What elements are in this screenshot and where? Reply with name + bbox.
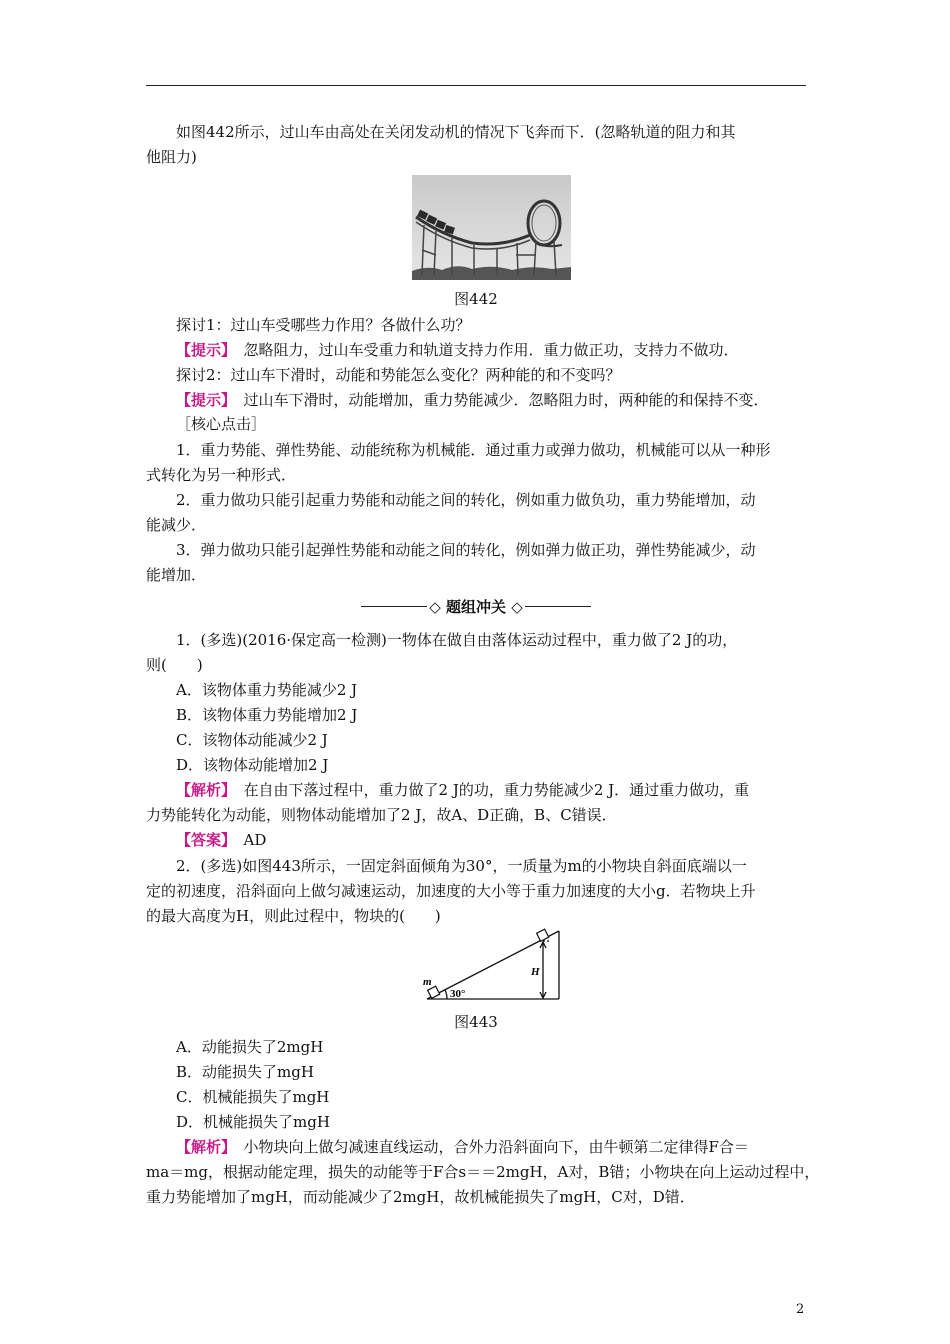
analysis-text: 在自由下落过程中，重力做了2 J的功，重力势能减少2 J．通过重力做功，重	[228, 781, 750, 799]
section-banner	[146, 596, 806, 618]
angle-label: 30°	[450, 988, 466, 1000]
q2-line-3: 的最大高度为H，则此过程中，物块的( )	[146, 907, 441, 925]
q1-option-a: A．该物体重力势能减少2 J	[176, 681, 358, 699]
discussion-1-hint	[146, 340, 836, 360]
figure-442-caption: 图442	[454, 290, 498, 308]
core-point-1-line-2: 式转化为另一种形式．	[146, 466, 297, 484]
q1-answer	[146, 830, 836, 850]
q1-option-b: B．该物体重力势能增加2 J	[176, 706, 358, 724]
q1-option-c: C．该物体动能减少2 J	[176, 731, 328, 749]
incline-diagram	[419, 925, 564, 1003]
height-label: H	[531, 966, 540, 978]
q1-line-2: 则( )	[146, 656, 203, 674]
discussion-2-hint	[146, 390, 836, 410]
hint-label: 【提示】	[176, 341, 229, 359]
core-point-2-line-2: 能减少．	[146, 516, 207, 534]
q2-line-2: 定的初速度，沿斜面向上做匀减速运动，加速度的大小等于重力加速度的大小g．若物块上升	[146, 882, 756, 900]
core-point-1-line-1: 1．重力势能、弹性势能、动能统称为机械能．通过重力或弹力做功，机械能可以从一种形	[176, 441, 771, 459]
discussion-2-question: 探讨2：过山车下滑时，动能和势能怎么变化？两种能的和不变吗？	[176, 366, 621, 384]
q2-line-1: 2．(多选)如图443所示，一固定斜面倾角为30°，一质量为m的小物块自斜面底端以一	[176, 857, 747, 875]
q1-line-1: 1．(多选)(2016·保定高一检测)一物体在做自由落体运动过程中，重力做了2 J的功，	[176, 631, 738, 649]
mass-label: m	[423, 976, 432, 988]
page-number: 2	[796, 1302, 805, 1317]
intro-line-1: 如图442所示，过山车由高处在关闭发动机的情况下飞奔而下．(忽略轨道的阻力和其	[176, 123, 736, 141]
analysis-text: 小物块向上做匀减速直线运动，合外力沿斜面向下，由牛顿第二定律得F合＝	[228, 1138, 749, 1156]
discussion-1-question: 探讨1：过山车受哪些力作用？各做什么功？	[176, 316, 471, 334]
q2-option-b: B．动能损失了mgH	[176, 1063, 314, 1081]
q2-option-c: C．机械能损失了mgH	[176, 1088, 330, 1106]
q2-analysis-line-1	[146, 1137, 836, 1157]
q1-option-d: D．该物体动能增加2 J	[176, 756, 329, 774]
core-point-3-line-2: 能增加．	[146, 566, 207, 584]
analysis-label: 【解析】	[176, 781, 229, 799]
header-rule	[146, 85, 806, 86]
banner-line-right	[525, 606, 591, 607]
answer-label: 【答案】	[176, 831, 229, 849]
analysis-label: 【解析】	[176, 1138, 229, 1156]
core-point-2-line-1: 2．重力做功只能引起重力势能和动能之间的转化，例如重力做负功，重力势能增加，动	[176, 491, 756, 509]
hint-text: 忽略阻力，过山车受重力和轨道支持力作用．重力做正功，支持力不做功．	[228, 341, 739, 359]
q2-analysis-line-2: ma＝mg，根据动能定理，损失的动能等于F合s＝＝2mgH，A对，B错；小物块在向上运动过程中，	[146, 1163, 820, 1181]
core-points-heading: ［核心点击］	[176, 415, 267, 433]
roller-coaster-photo	[412, 175, 571, 280]
hint-label: 【提示】	[176, 391, 229, 409]
q2-option-d: D．机械能损失了mgH	[176, 1113, 330, 1131]
core-point-3-line-1: 3．弹力做功只能引起弹性势能和动能之间的转化，例如弹力做正功，弹性势能减少，动	[176, 541, 756, 559]
banner-line-left	[361, 606, 427, 607]
intro-line-2: 他阻力)	[146, 148, 197, 166]
q2-analysis-line-3: 重力势能增加了mgH，而动能减少了2mgH，故机械能损失了mgH，C对，D错．	[146, 1188, 695, 1206]
banner-title: ◇ 题组冲关 ◇	[429, 598, 523, 616]
q1-analysis-line-1	[146, 780, 836, 800]
hint-text: 过山车下滑时，动能增加，重力势能减少．忽略阻力时，两种能的和保持不变．	[228, 391, 769, 409]
figure-443-caption: 图443	[454, 1013, 498, 1031]
q2-option-a: A．动能损失了2mgH	[176, 1038, 324, 1056]
answer-text: AD	[228, 831, 267, 849]
q1-analysis-line-2: 力势能转化为动能，则物体动能增加了2 J，故A、D正确，B、C错误．	[146, 806, 617, 824]
